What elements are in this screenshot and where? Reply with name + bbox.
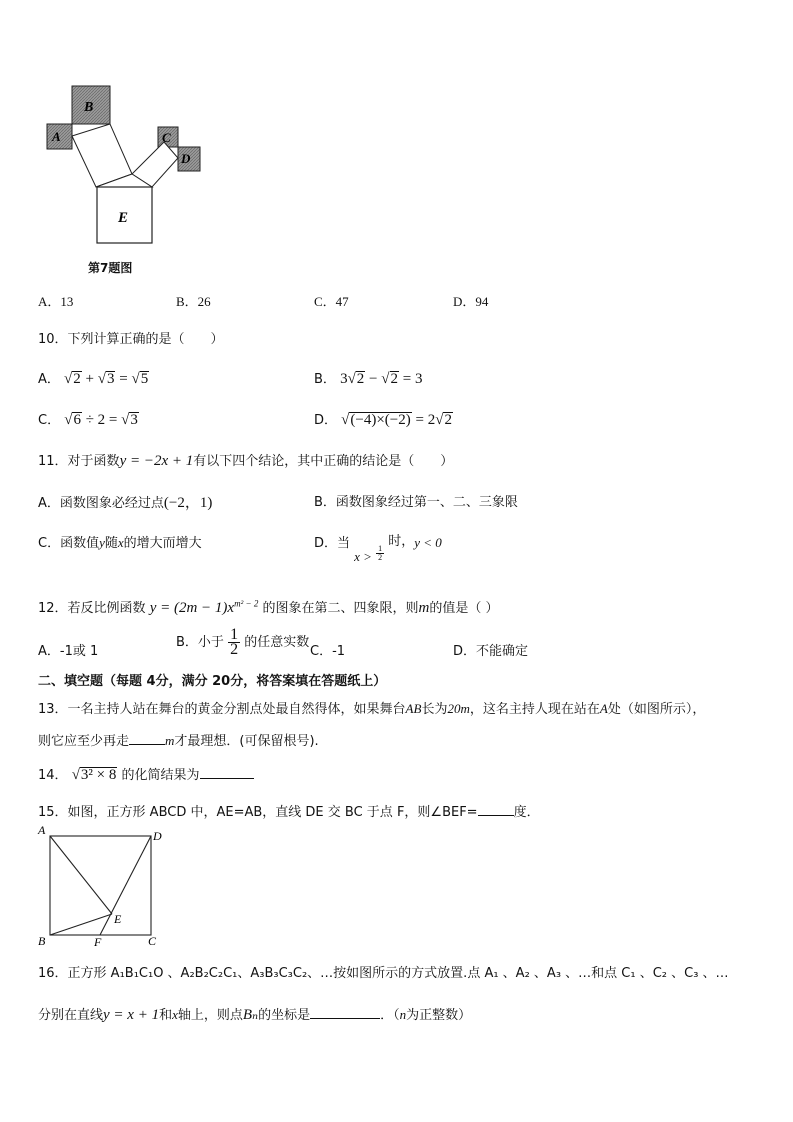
q10-stem: 10．下列计算正确的是（ ） bbox=[38, 332, 224, 347]
q11-stem: 11．对于函数y = −2x + 1有以下四个结论，其中正确的结论是（ ） bbox=[38, 453, 454, 469]
q9-option-a: A．13 bbox=[38, 294, 74, 309]
q10-option-d: D． √(−4)×(−2) = 2√2 bbox=[314, 412, 452, 428]
q11-option-c: C．函数值y随x的增大而增大 bbox=[38, 535, 202, 551]
q15-label-c: C bbox=[148, 934, 157, 948]
label-e: E bbox=[118, 210, 129, 226]
label-a: A bbox=[52, 129, 61, 144]
q12-option-b: B．小于 $\frac{1}{2}$ 的任意实数 bbox=[176, 626, 310, 658]
figure-7 bbox=[40, 78, 210, 250]
q11-option-b: B．函数图象经过第一、二、三象限 bbox=[314, 495, 518, 510]
q15-figure bbox=[36, 826, 166, 950]
q11-option-d: D．当 x > $\frac{1}{2}$ 时，y < 0 bbox=[314, 534, 442, 564]
q9-option-c: C．47 bbox=[314, 294, 349, 309]
q13-line-2: 则它应至少再走 m才最理想．(可保留根号). bbox=[38, 733, 319, 749]
q10-option-b: B． 3√2 − √2 = 3 bbox=[314, 371, 423, 387]
q13-line-1: 13．一名主持人站在舞台的黄金分割点处最自然得体，如果舞台AB长为20m，这名主持人现在站在A处（如图所示）， bbox=[38, 701, 706, 717]
label-c: C bbox=[162, 130, 171, 145]
section-2-title: 二、填空题（每题 4分，满分 20分，将答案填在答题纸上） bbox=[38, 674, 387, 689]
q9-option-d: D．94 bbox=[453, 294, 489, 309]
q16-line-1: 16．正方形 A₁B₁C₁O 、A₂B₂C₂C₁、A₃B₃C₃C₂、…按如图所示的方式放置.点 A₁ 、A₂ 、A₃ 、…和点 C₁ 、C₂ 、C₃ 、… bbox=[38, 966, 729, 981]
label-d: D bbox=[181, 151, 191, 166]
q12-option-d: D．不能确定 bbox=[453, 644, 529, 659]
q15-stem: 15．如图，正方形 ABCD 中，AE=AB，直线 DE 交 BC 于点 F，则∠BEF= 度． bbox=[38, 805, 540, 820]
q15-label-b: B bbox=[38, 934, 46, 948]
q12-option-a: A．-1或 1 bbox=[38, 644, 99, 659]
q10-option-a: A． √2 + √3 = √5 bbox=[38, 371, 149, 387]
q9-option-b: B．26 bbox=[176, 294, 211, 309]
q15-label-f: F bbox=[94, 935, 102, 949]
q11-option-a: A．函数图象必经过点(−2，1) bbox=[38, 495, 213, 511]
q15-label-e: E bbox=[114, 912, 122, 926]
q10-option-c: C． √6 ÷ 2 = √3 bbox=[38, 412, 138, 428]
label-b: B bbox=[84, 100, 94, 115]
q14: 14． √3² × 8 的化简结果为 bbox=[38, 764, 254, 784]
figure-7-caption: 第7题图 bbox=[88, 261, 133, 275]
q15-label-a: A bbox=[38, 826, 46, 837]
q12-option-c: C．-1 bbox=[310, 644, 346, 659]
q15-label-d: D bbox=[153, 829, 162, 843]
q16-line-2: 分别在直线y = x + 1和x轴上，则点Bₙ的坐标是 ．（n为正整数） bbox=[38, 1007, 472, 1023]
q12-stem: 12．若反比例函数 $y = (2m - 1)x^{m^2 - 2}$ 的图象在第二、四象限，则m的值是（ ） bbox=[38, 598, 499, 616]
